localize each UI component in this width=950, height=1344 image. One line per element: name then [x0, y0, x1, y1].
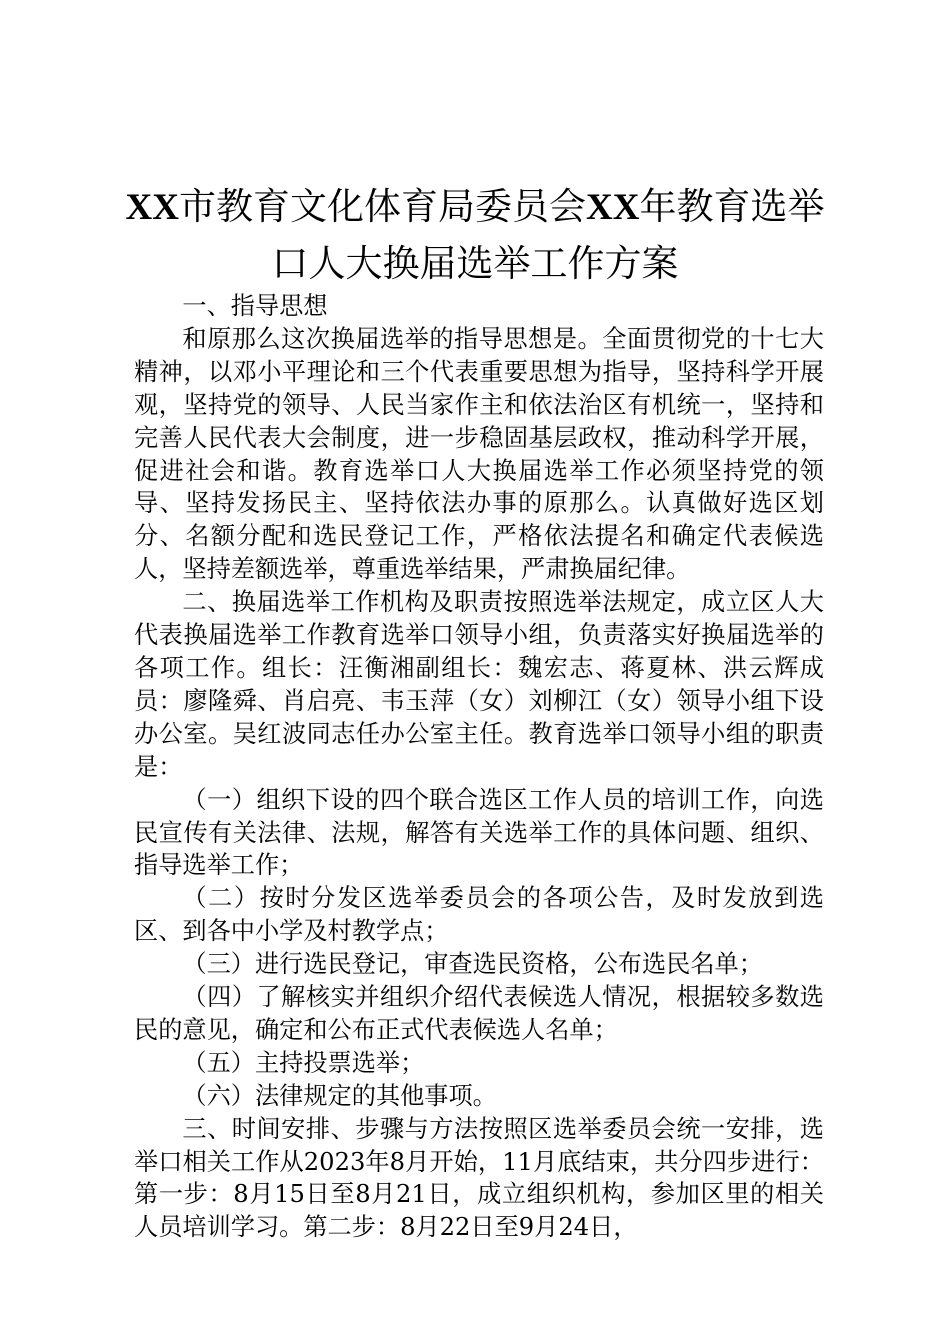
duty-item-6: （六）法律规定的其他事项。: [182, 1081, 497, 1110]
duty-item-2: （二）按时分发区选举委员会的各项公告，及时发放到选区、到各中小学及村教学点；: [134, 884, 824, 946]
title-text-2: 年教育选举: [639, 185, 825, 228]
duty-item-4: （四）了解核实并组织介绍代表候选人情况，根据较多数选民的意见，确定和公布正式代表候选人名单；: [134, 983, 824, 1044]
document-body: [134, 290, 824, 1244]
title-xx-2: XX: [586, 187, 640, 228]
paragraph-organization: 二、换届选举工作机构及职责按照选举法规定，成立区人大代表换届选举工作教育选举口领导小组，负责落实好换届选举的各项工作。组长：汪衡湘副组长：魏宏志、蒋夏林、洪云辉成员：廖隆舜、肖启亮、韦玉萍（女）刘柳江（女）领导小组下设办公室。吴红波同志任办公室主任。教育选举口领导小组的职责是：: [134, 588, 824, 781]
duty-item-1: （一）组织下设的四个联合选区工作人员的培训工作，向选民宣传有关法律、法规，解答有关选举工作的具体问题、组织、指导选举工作；: [134, 785, 824, 880]
section-heading-guiding-thought: 一、指导思想: [182, 292, 328, 320]
paragraph-schedule: 三、时间安排、步骤与方法按照区选举委员会统一安排，选举口相关工作从2023年8月开始，11月底结束，共分四步进行：第一步：8月15日至8月21日，成立组织机构，参加区里的相关人员培训学习。第二步：8月22日至9月24日，: [134, 1114, 824, 1242]
duty-item-3: （三）进行选民登记，审查选民资格，公布选民名单；: [182, 950, 763, 979]
title-xx-1: XX: [125, 187, 179, 228]
document-title-line2: 口人大换届选举工作方案: [271, 242, 679, 285]
title-text-1: 市教育文化体育局委员会: [179, 185, 586, 228]
document-title-line1: [120, 180, 830, 235]
paragraph-guiding-thought: 和原那么这次换届选举的指导思想是。全面贯彻党的十七大精神，以邓小平理论和三个代表重要思想为指导，坚持科学开展观，坚持党的领导、人民当家作主和依法治区有机统一，坚持和完善人民代表大会制度，进一步稳固基层政权，推动科学开展，促进社会和谐。教育选举口人大换届选举工作必须坚持党的领导、坚持发扬民主、坚持依法办事的原那么。认真做好选区划分、名额分配和选民登记工作，严格依法提名和确定代表候选人，坚持差额选举，尊重选举结果，严肃换届纪律。: [134, 324, 824, 584]
duty-item-5: （五）主持投票选举；: [182, 1048, 425, 1077]
